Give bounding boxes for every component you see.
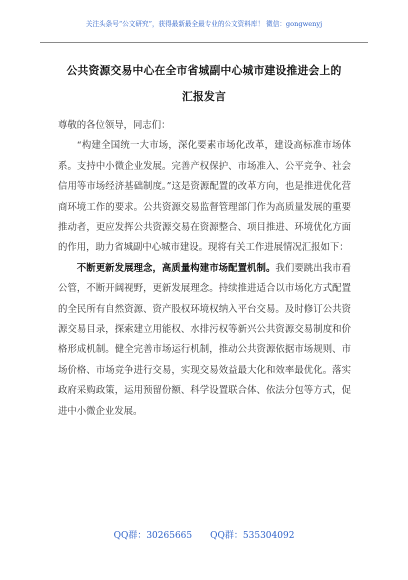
qq-group-2: QQ群：535304092 [210,531,295,541]
qq-group-1: QQ群：30265665 [113,531,193,541]
title-line-2: 汇报发言 [182,90,226,103]
header-notice: 关注头条号“公文研究”，获得最新最全最专业的公文资料库！ 微信：gongwenyj [85,20,323,28]
header-divider [40,42,368,43]
salutation: 尊敬的各位领导，同志们： [58,120,171,131]
section-1-text: 我们要跳出我市看公管，不断开阔视野，更新发展理念。持续推进适合以市场化方式配置的全民所有自然资源、资产股权环境权纳入平台交易。及时修订公共资源交易目录，探索建立用能权、水排污权等新兴公共资源交易制度和价格形成机制。健全完善市场运行机制，推动公共资源依据市场规则、市场价格、市场竞争进行交易，实现交易效益最大化和效率最优化。落实政府采购政策，运用预留份额、科学设置联合体、依法分包等方式，促进中小微企业发展。 [58,262,351,417]
footer-contact [40,528,368,541]
title-line-1: 公共资源交易中心在全市省城副中心城市建设推进会上的 [66,64,342,77]
document-body [58,116,351,422]
section-1-heading: 不断更新发展理念，高质量构建市场配置机制。 [76,262,276,274]
paragraph-section-1 [58,259,351,422]
document-title [40,64,368,104]
paragraph-intro: “构建全国统一大市场，深化要素市场化改革，建设高标准市场体系。支持中小微企业发展。完善产权保护、市场准入、公平竞争、社会信用等市场经济基础制度。”这是资源配置的改革方向，也是推进优化营商环境工作的要求。公共资源交易监督管理部门作为高质量发展的重要推动者，更应发挥公共资源交易在资源整合、项目推进、环境优化方面的作用，助力省城副中心城市建设。现将有关工作进展情况汇报如下： [58,140,351,254]
